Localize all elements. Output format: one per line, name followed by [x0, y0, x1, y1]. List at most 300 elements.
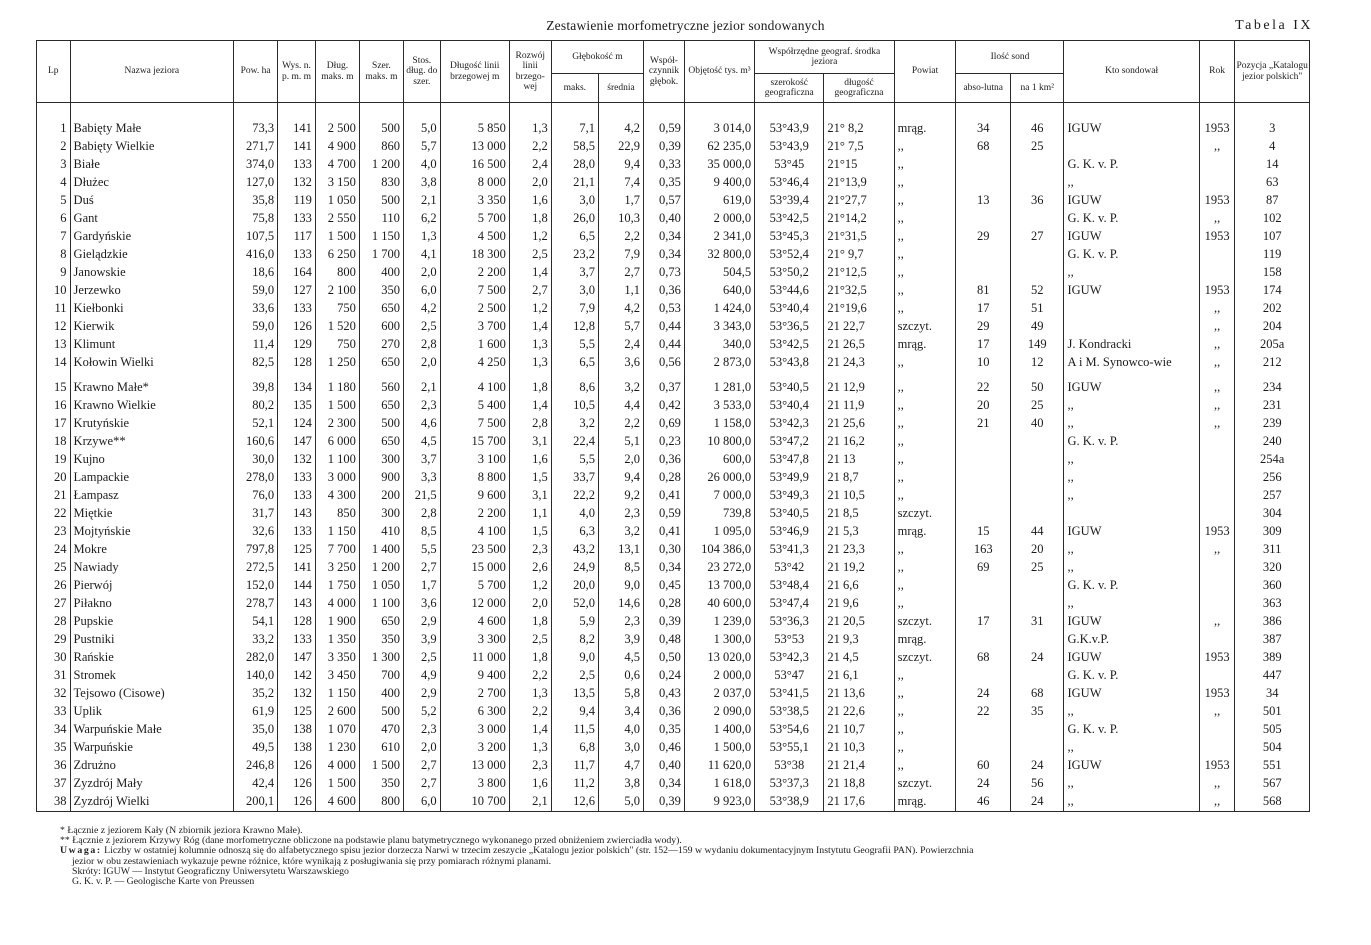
cell-max-width: 800 — [359, 793, 403, 812]
cell-ratio: 4,6 — [403, 415, 440, 433]
cell-catalog-pos: 240 — [1235, 433, 1310, 451]
cell-shoreline: 7 500 — [440, 282, 509, 300]
cell-shoreline-dev: 1,5 — [509, 523, 551, 541]
cell-max-length: 4 700 — [315, 156, 359, 174]
cell-ratio: 2,5 — [403, 649, 440, 667]
cell-catalog-pos: 234 — [1235, 379, 1310, 397]
cell-year — [1199, 487, 1235, 505]
cell-shoreline: 12 000 — [440, 595, 509, 613]
cell-soundings-abs — [956, 246, 1011, 264]
cell-longitude: 21°15 — [824, 156, 894, 174]
cell-depth-coef: 0,73 — [644, 264, 685, 282]
cell-lp: 11 — [37, 300, 71, 318]
cell-lake-name: Zyzdrój Mały — [70, 775, 234, 793]
cell-soundings-abs — [956, 577, 1011, 595]
cell-year — [1199, 721, 1235, 739]
cell-soundings-abs: 29 — [956, 318, 1011, 336]
cell-altitude: 132 — [278, 685, 316, 703]
cell-depth-max: 2,5 — [551, 667, 598, 685]
cell-depth-coef: 0,50 — [644, 649, 685, 667]
cell-lake-name: Babięty Małe — [70, 120, 234, 138]
cell-volume: 2 090,0 — [684, 703, 754, 721]
cell-latitude: 53°41,3 — [755, 541, 824, 559]
cell-altitude: 143 — [278, 595, 316, 613]
cell-depth-max: 6,3 — [551, 523, 598, 541]
cell-area: 140,0 — [234, 667, 278, 685]
header-surveyor: Kto sondował — [1064, 41, 1199, 103]
cell-shoreline-dev: 2,3 — [509, 757, 551, 775]
cell-volume: 1 095,0 — [684, 523, 754, 541]
cell-ratio: 4,0 — [403, 156, 440, 174]
cell-surveyor: A i M. Synowco-wie — [1064, 354, 1199, 372]
cell-catalog-pos: 63 — [1235, 174, 1310, 192]
cell-depth-max: 6,5 — [551, 228, 598, 246]
cell-area: 30,0 — [234, 451, 278, 469]
cell-lp: 24 — [37, 541, 71, 559]
cell-shoreline-dev: 1,2 — [509, 300, 551, 318]
header-shoreline-development: Rozwój linii brzego-wej — [509, 41, 551, 103]
cell-area: 82,5 — [234, 354, 278, 372]
cell-year: ,, — [1199, 318, 1235, 336]
cell-lp: 13 — [37, 336, 71, 354]
cell-surveyor: ,, — [1064, 397, 1199, 415]
cell-volume: 62 235,0 — [684, 138, 754, 156]
cell-max-width: 350 — [359, 282, 403, 300]
cell-depth-max: 33,7 — [551, 469, 598, 487]
cell-catalog-pos: 501 — [1235, 703, 1310, 721]
header-catalog-position: Pozycja „Katalogu jezior polskich" — [1235, 41, 1310, 103]
cell-volume: 9 923,0 — [684, 793, 754, 812]
cell-ratio: 2,3 — [403, 721, 440, 739]
cell-catalog-pos: 212 — [1235, 354, 1310, 372]
table-row — [37, 703, 1310, 721]
cell-depth-mean: 10,3 — [598, 210, 643, 228]
cell-soundings-abs: 24 — [956, 775, 1011, 793]
cell-altitude: 133 — [278, 487, 316, 505]
header-depth-mean: średnia — [598, 74, 643, 103]
cell-altitude: 132 — [278, 451, 316, 469]
cell-max-length: 4 300 — [315, 487, 359, 505]
cell-soundings-abs — [956, 210, 1011, 228]
header-soundings-per-km2: na 1 km² — [1011, 74, 1064, 103]
cell-area: 271,7 — [234, 138, 278, 156]
cell-shoreline-dev: 2,7 — [509, 282, 551, 300]
cell-shoreline: 5 850 — [440, 120, 509, 138]
cell-ratio: 3,8 — [403, 174, 440, 192]
cell-shoreline-dev: 2,0 — [509, 595, 551, 613]
cell-volume: 7 000,0 — [684, 487, 754, 505]
header-name: Nazwa jeziora — [70, 41, 234, 103]
cell-soundings-abs: 10 — [956, 354, 1011, 372]
cell-lp: 30 — [37, 649, 71, 667]
cell-lake-name: Pustniki — [70, 631, 234, 649]
cell-ratio: 2,3 — [403, 397, 440, 415]
cell-shoreline-dev: 2,4 — [509, 156, 551, 174]
cell-longitude: 21 22,7 — [824, 318, 894, 336]
cell-max-width: 500 — [359, 415, 403, 433]
cell-soundings-abs — [956, 264, 1011, 282]
cell-ratio: 6,2 — [403, 210, 440, 228]
cell-longitude: 21°12,5 — [824, 264, 894, 282]
cell-depth-mean: 3,2 — [598, 523, 643, 541]
cell-district: ,, — [894, 541, 956, 559]
cell-shoreline: 5 400 — [440, 397, 509, 415]
cell-lp: 5 — [37, 192, 71, 210]
cell-max-length: 1 150 — [315, 685, 359, 703]
header-length-width-ratio: Stos. dług. do szer. — [403, 41, 440, 103]
cell-latitude: 53°54,6 — [755, 721, 824, 739]
cell-depth-mean: 4,2 — [598, 120, 643, 138]
cell-lp: 6 — [37, 210, 71, 228]
cell-ratio: 2,8 — [403, 505, 440, 523]
cell-altitude: 147 — [278, 433, 316, 451]
cell-lp: 32 — [37, 685, 71, 703]
cell-depth-coef: 0,45 — [644, 577, 685, 595]
cell-catalog-pos: 202 — [1235, 300, 1310, 318]
table-row — [37, 451, 1310, 469]
cell-altitude: 126 — [278, 793, 316, 812]
cell-lake-name: Kujno — [70, 451, 234, 469]
cell-volume: 1 239,0 — [684, 613, 754, 631]
cell-latitude: 53°39,4 — [755, 192, 824, 210]
cell-year: ,, — [1199, 397, 1235, 415]
cell-depth-mean: 3,2 — [598, 379, 643, 397]
cell-area: 61,9 — [234, 703, 278, 721]
cell-altitude: 129 — [278, 336, 316, 354]
table-row — [37, 613, 1310, 631]
cell-shoreline-dev: 2,5 — [509, 246, 551, 264]
cell-depth-mean: 5,7 — [598, 318, 643, 336]
cell-lp: 16 — [37, 397, 71, 415]
cell-max-width: 600 — [359, 318, 403, 336]
cell-shoreline-dev: 1,3 — [509, 336, 551, 354]
cell-soundings-km2: 24 — [1011, 793, 1064, 812]
cell-depth-coef: 0,59 — [644, 120, 685, 138]
cell-latitude: 53°36,5 — [755, 318, 824, 336]
cell-shoreline: 4 100 — [440, 379, 509, 397]
cell-volume: 9 400,0 — [684, 174, 754, 192]
cell-depth-coef: 0,36 — [644, 282, 685, 300]
cell-catalog-pos: 551 — [1235, 757, 1310, 775]
table-label: Tabela IX — [1235, 18, 1313, 33]
cell-year — [1199, 156, 1235, 174]
cell-longitude: 21°19,6 — [824, 300, 894, 318]
cell-altitude: 138 — [278, 721, 316, 739]
table-row — [37, 156, 1310, 174]
header-district: Powiat — [894, 41, 956, 103]
cell-district: ,, — [894, 300, 956, 318]
cell-district: mrąg. — [894, 631, 956, 649]
cell-altitude: 133 — [278, 523, 316, 541]
cell-area: 52,1 — [234, 415, 278, 433]
cell-latitude: 53°41,5 — [755, 685, 824, 703]
cell-surveyor — [1064, 138, 1199, 156]
cell-catalog-pos: 14 — [1235, 156, 1310, 174]
cell-latitude: 53°55,1 — [755, 739, 824, 757]
cell-year: 1953 — [1199, 523, 1235, 541]
cell-area: 33,6 — [234, 300, 278, 318]
cell-catalog-pos: 257 — [1235, 487, 1310, 505]
cell-latitude: 53°47 — [755, 667, 824, 685]
cell-depth-max: 28,0 — [551, 156, 598, 174]
cell-catalog-pos: 363 — [1235, 595, 1310, 613]
cell-year: ,, — [1199, 775, 1235, 793]
cell-lake-name: Stromek — [70, 667, 234, 685]
cell-depth-coef: 0,42 — [644, 397, 685, 415]
cell-latitude: 53°53 — [755, 631, 824, 649]
cell-lake-name: Janowskie — [70, 264, 234, 282]
cell-max-width: 500 — [359, 120, 403, 138]
cell-altitude: 133 — [278, 631, 316, 649]
cell-ratio: 1,7 — [403, 577, 440, 595]
cell-year: ,, — [1199, 210, 1235, 228]
cell-shoreline: 3 000 — [440, 721, 509, 739]
cell-soundings-km2: 44 — [1011, 523, 1064, 541]
cell-depth-coef: 0,24 — [644, 667, 685, 685]
cell-soundings-km2 — [1011, 487, 1064, 505]
cell-soundings-km2: 27 — [1011, 228, 1064, 246]
cell-max-length: 1 500 — [315, 397, 359, 415]
cell-lp: 7 — [37, 228, 71, 246]
cell-soundings-km2 — [1011, 505, 1064, 523]
cell-latitude: 53°38,5 — [755, 703, 824, 721]
cell-depth-mean: 2,0 — [598, 451, 643, 469]
cell-max-length: 1 180 — [315, 379, 359, 397]
cell-latitude: 53°40,5 — [755, 379, 824, 397]
cell-max-width: 1 400 — [359, 541, 403, 559]
cell-catalog-pos: 320 — [1235, 559, 1310, 577]
cell-surveyor: ,, — [1064, 595, 1199, 613]
cell-catalog-pos: 386 — [1235, 613, 1310, 631]
cell-shoreline-dev: 1,3 — [509, 354, 551, 372]
table-row — [37, 721, 1310, 739]
cell-depth-max: 5,5 — [551, 451, 598, 469]
cell-shoreline: 2 200 — [440, 264, 509, 282]
cell-depth-coef: 0,34 — [644, 246, 685, 264]
cell-longitude: 21 18,8 — [824, 775, 894, 793]
cell-depth-max: 21,1 — [551, 174, 598, 192]
cell-latitude: 53°42,5 — [755, 210, 824, 228]
cell-catalog-pos: 568 — [1235, 793, 1310, 812]
cell-district: ,, — [894, 667, 956, 685]
cell-catalog-pos: 34 — [1235, 685, 1310, 703]
cell-soundings-abs — [956, 595, 1011, 613]
cell-ratio: 2,9 — [403, 685, 440, 703]
cell-lake-name: Gant — [70, 210, 234, 228]
cell-max-length: 3 150 — [315, 174, 359, 192]
cell-depth-mean: 4,7 — [598, 757, 643, 775]
cell-shoreline-dev: 1,3 — [509, 120, 551, 138]
cell-max-width: 350 — [359, 631, 403, 649]
cell-shoreline-dev: 1,1 — [509, 505, 551, 523]
header-year: Rok — [1199, 41, 1235, 103]
cell-lp: 3 — [37, 156, 71, 174]
cell-lake-name: Babięty Wielkie — [70, 138, 234, 156]
table-row — [37, 246, 1310, 264]
table-row — [37, 210, 1310, 228]
cell-volume: 1 281,0 — [684, 379, 754, 397]
cell-depth-mean: 0,6 — [598, 667, 643, 685]
cell-area: 18,6 — [234, 264, 278, 282]
cell-area: 39,8 — [234, 379, 278, 397]
cell-max-length: 1 070 — [315, 721, 359, 739]
cell-max-width: 1 700 — [359, 246, 403, 264]
cell-lake-name: Krutyńskie — [70, 415, 234, 433]
cell-shoreline-dev: 2,2 — [509, 667, 551, 685]
cell-max-length: 3 250 — [315, 559, 359, 577]
cell-lake-name: Gardyńskie — [70, 228, 234, 246]
table-row — [37, 541, 1310, 559]
cell-surveyor: ,, — [1064, 487, 1199, 505]
cell-year: ,, — [1199, 336, 1235, 354]
cell-volume: 3 014,0 — [684, 120, 754, 138]
cell-year: ,, — [1199, 613, 1235, 631]
cell-soundings-km2 — [1011, 667, 1064, 685]
cell-soundings-km2: 20 — [1011, 541, 1064, 559]
cell-latitude: 53°45,3 — [755, 228, 824, 246]
header-altitude: Wys. n. p. m. m — [278, 41, 316, 103]
cell-soundings-km2: 24 — [1011, 757, 1064, 775]
cell-lake-name: Kołowin Wielki — [70, 354, 234, 372]
cell-shoreline: 13 000 — [440, 138, 509, 156]
cell-soundings-abs: 163 — [956, 541, 1011, 559]
cell-shoreline-dev: 1,8 — [509, 210, 551, 228]
cell-shoreline: 4 500 — [440, 228, 509, 246]
cell-year: ,, — [1199, 138, 1235, 156]
cell-surveyor: J. Kondracki — [1064, 336, 1199, 354]
cell-depth-max: 8,6 — [551, 379, 598, 397]
cell-max-length: 750 — [315, 300, 359, 318]
cell-latitude: 53°46,4 — [755, 174, 824, 192]
cell-lake-name: Gielądzkie — [70, 246, 234, 264]
cell-soundings-abs — [956, 505, 1011, 523]
cell-depth-max: 7,9 — [551, 300, 598, 318]
cell-depth-max: 4,0 — [551, 505, 598, 523]
cell-volume: 640,0 — [684, 282, 754, 300]
cell-year: ,, — [1199, 354, 1235, 372]
cell-volume: 1 300,0 — [684, 631, 754, 649]
cell-shoreline: 7 500 — [440, 415, 509, 433]
cell-max-width: 860 — [359, 138, 403, 156]
cell-lake-name: Jerzewko — [70, 282, 234, 300]
cell-depth-coef: 0,53 — [644, 300, 685, 318]
table-row — [37, 120, 1310, 138]
cell-year — [1199, 174, 1235, 192]
cell-shoreline-dev: 1,4 — [509, 397, 551, 415]
cell-shoreline: 13 000 — [440, 757, 509, 775]
cell-max-length: 1 500 — [315, 775, 359, 793]
cell-depth-coef: 0,34 — [644, 228, 685, 246]
table-row — [37, 138, 1310, 156]
cell-ratio: 2,1 — [403, 379, 440, 397]
cell-soundings-km2: 31 — [1011, 613, 1064, 631]
cell-lp: 31 — [37, 667, 71, 685]
cell-shoreline-dev: 1,4 — [509, 318, 551, 336]
cell-altitude: 141 — [278, 559, 316, 577]
cell-max-length: 1 230 — [315, 739, 359, 757]
cell-longitude: 21 11,9 — [824, 397, 894, 415]
cell-district: ,, — [894, 451, 956, 469]
cell-lp: 27 — [37, 595, 71, 613]
cell-ratio: 2,7 — [403, 559, 440, 577]
cell-longitude: 21 13,6 — [824, 685, 894, 703]
cell-lp: 28 — [37, 613, 71, 631]
cell-lp: 15 — [37, 379, 71, 397]
cell-surveyor: ,, — [1064, 739, 1199, 757]
header-coordinates: Współrzędne geograf. środka jeziora — [755, 41, 894, 74]
table-row — [37, 631, 1310, 649]
cell-shoreline-dev: 1,6 — [509, 451, 551, 469]
cell-latitude: 53°49,3 — [755, 487, 824, 505]
cell-max-length: 1 050 — [315, 192, 359, 210]
cell-year — [1199, 577, 1235, 595]
cell-max-width: 270 — [359, 336, 403, 354]
cell-district: mrąg. — [894, 336, 956, 354]
cell-area: 11,4 — [234, 336, 278, 354]
cell-shoreline: 15 000 — [440, 559, 509, 577]
cell-latitude: 53°43,8 — [755, 354, 824, 372]
cell-volume: 23 272,0 — [684, 559, 754, 577]
cell-ratio: 3,3 — [403, 469, 440, 487]
cell-depth-max: 6,8 — [551, 739, 598, 757]
cell-shoreline-dev: 2,8 — [509, 415, 551, 433]
cell-year — [1199, 739, 1235, 757]
cell-year: 1953 — [1199, 685, 1235, 703]
cell-district: ,, — [894, 192, 956, 210]
cell-lake-name: Lampackie — [70, 469, 234, 487]
cell-depth-max: 22,2 — [551, 487, 598, 505]
cell-max-width: 900 — [359, 469, 403, 487]
cell-max-length: 2 100 — [315, 282, 359, 300]
cell-max-length: 4 000 — [315, 595, 359, 613]
cell-ratio: 4,2 — [403, 300, 440, 318]
cell-latitude: 53°43,9 — [755, 120, 824, 138]
cell-depth-max: 8,2 — [551, 631, 598, 649]
cell-soundings-km2: 68 — [1011, 685, 1064, 703]
cell-lp: 34 — [37, 721, 71, 739]
cell-altitude: 119 — [278, 192, 316, 210]
cell-depth-max: 9,4 — [551, 703, 598, 721]
cell-shoreline-dev: 2,3 — [509, 541, 551, 559]
cell-depth-mean: 7,4 — [598, 174, 643, 192]
cell-depth-mean: 9,0 — [598, 577, 643, 595]
table-row — [37, 336, 1310, 354]
cell-max-length: 4 000 — [315, 757, 359, 775]
cell-volume: 10 800,0 — [684, 433, 754, 451]
cell-district: ,, — [894, 721, 956, 739]
cell-volume: 104 386,0 — [684, 541, 754, 559]
cell-soundings-abs: 21 — [956, 415, 1011, 433]
cell-volume: 40 600,0 — [684, 595, 754, 613]
header-area: Pow. ha — [234, 41, 278, 103]
cell-shoreline-dev: 1,2 — [509, 228, 551, 246]
cell-volume: 1 400,0 — [684, 721, 754, 739]
cell-lake-name: Dłużec — [70, 174, 234, 192]
cell-depth-max: 3,2 — [551, 415, 598, 433]
cell-depth-coef: 0,41 — [644, 523, 685, 541]
cell-longitude: 21 26,5 — [824, 336, 894, 354]
cell-catalog-pos: 389 — [1235, 649, 1310, 667]
cell-shoreline: 1 600 — [440, 336, 509, 354]
cell-depth-mean: 1,1 — [598, 282, 643, 300]
header-volume: Objętość tys. m³ — [684, 41, 754, 103]
cell-catalog-pos: 304 — [1235, 505, 1310, 523]
cell-soundings-km2: 149 — [1011, 336, 1064, 354]
cell-surveyor: G. K. v. P. — [1064, 721, 1199, 739]
cell-longitude: 21°13,9 — [824, 174, 894, 192]
table-row — [37, 559, 1310, 577]
cell-district: ,, — [894, 174, 956, 192]
